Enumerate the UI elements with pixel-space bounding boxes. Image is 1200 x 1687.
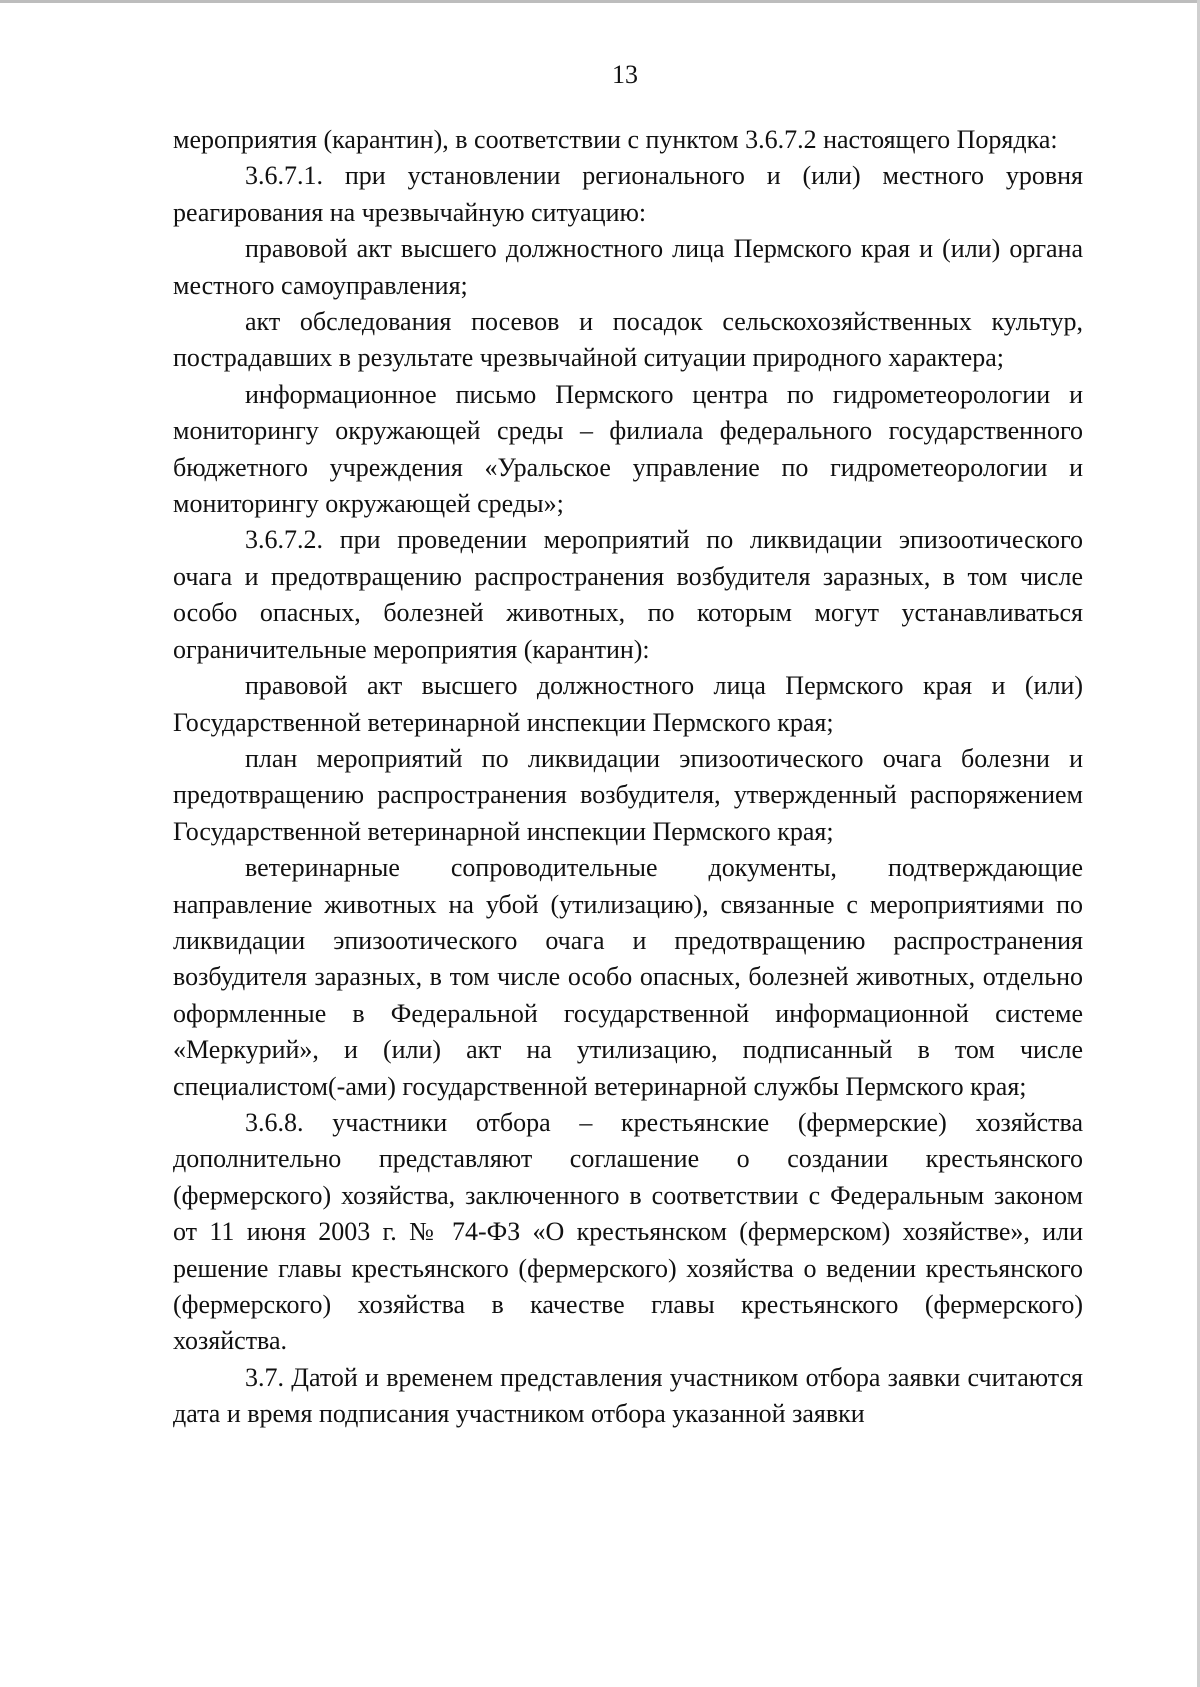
page-number: 13 (612, 60, 638, 89)
scan-edge-top (0, 0, 1200, 3)
paragraph-3-6-7-1: 3.6.7.1. при установлении регионального и (или) местного уровня реагирования на чрезвычайную ситуацию: (173, 161, 1083, 227)
paragraph-3-7: 3.7. Датой и временем представления участником отбора заявки считаются дата и время подписания участником отбора указанной заявки (173, 1362, 1083, 1429)
paragraph-vet-documents: ветеринарные сопроводительные документы, подтверждающие направление животных на убой (утилизацию), связанные с мероприятиями по ликвидации эпизоотического очага и предотвращению распространения возбудителя заразных, в том числе особо опасных, болезней животных, отдельно оформленные в Федеральной государственной информационной системе «Меркурий», и (или) акт на утилизацию, подписанный в том числе специалистом(-ами) государственной ветеринарной службы Пермского края; (173, 853, 1083, 1101)
document-body (173, 122, 1083, 1433)
paragraph-liquidation-plan: план мероприятий по ликвидации эпизоотического очага болезни и предотвращению распространения возбудителя, утвержденный распоряжением Государственной ветеринарной инспекции Пермского края; (173, 743, 1083, 846)
paragraph-legal-act-governor: правовой акт высшего должностного лица Пермского края и (или) органа местного самоуправления; (173, 234, 1083, 300)
paragraph-3-6-7-2: 3.6.7.2. при проведении мероприятий по ликвидации эпизоотического очага и предотвращению распространения возбудителя заразных, в том числе особо опасных, болезней животных, по которым могут устанавливаться ограничительные мероприятия (карантин): (173, 525, 1083, 664)
paragraph-crop-inspection-act: акт обследования посевов и посадок сельскохозяйственных культур, пострадавших в результате чрезвычайной ситуации природного характера; (173, 307, 1083, 373)
paragraph-legal-act-vet-inspection: правовой акт высшего должностного лица Пермского края и (или) Государственной ветеринарной инспекции Пермского края; (173, 671, 1083, 737)
paragraph-hydromet-letter: информационное письмо Пермского центра по гидрометеорологии и мониторингу окружающей среды – филиала федерального государственного бюджетного учреждения «Уральское управление по гидрометеорологии и мониторингу окружающей среды»; (173, 379, 1083, 519)
paragraph-1: мероприятия (карантин), в соответствии с пунктом 3.6.7.2 настоящего Порядка: (173, 125, 1058, 154)
paragraph-3-6-8: 3.6.8. участники отбора – крестьянские (фермерские) хозяйства дополнительно представляют соглашение о создании крестьянского (фермерского) хозяйства, заключенного в соответствии с Федеральным законом от 11 июня 2003 г. № 74-ФЗ «О крестьянском (фермерском) хозяйстве», или решение главы крестьянского (фермерского) хозяйства о ведении крестьянского (фермерского) хозяйства в качестве главы крестьянского (фермерского) хозяйства. (173, 1107, 1083, 1356)
